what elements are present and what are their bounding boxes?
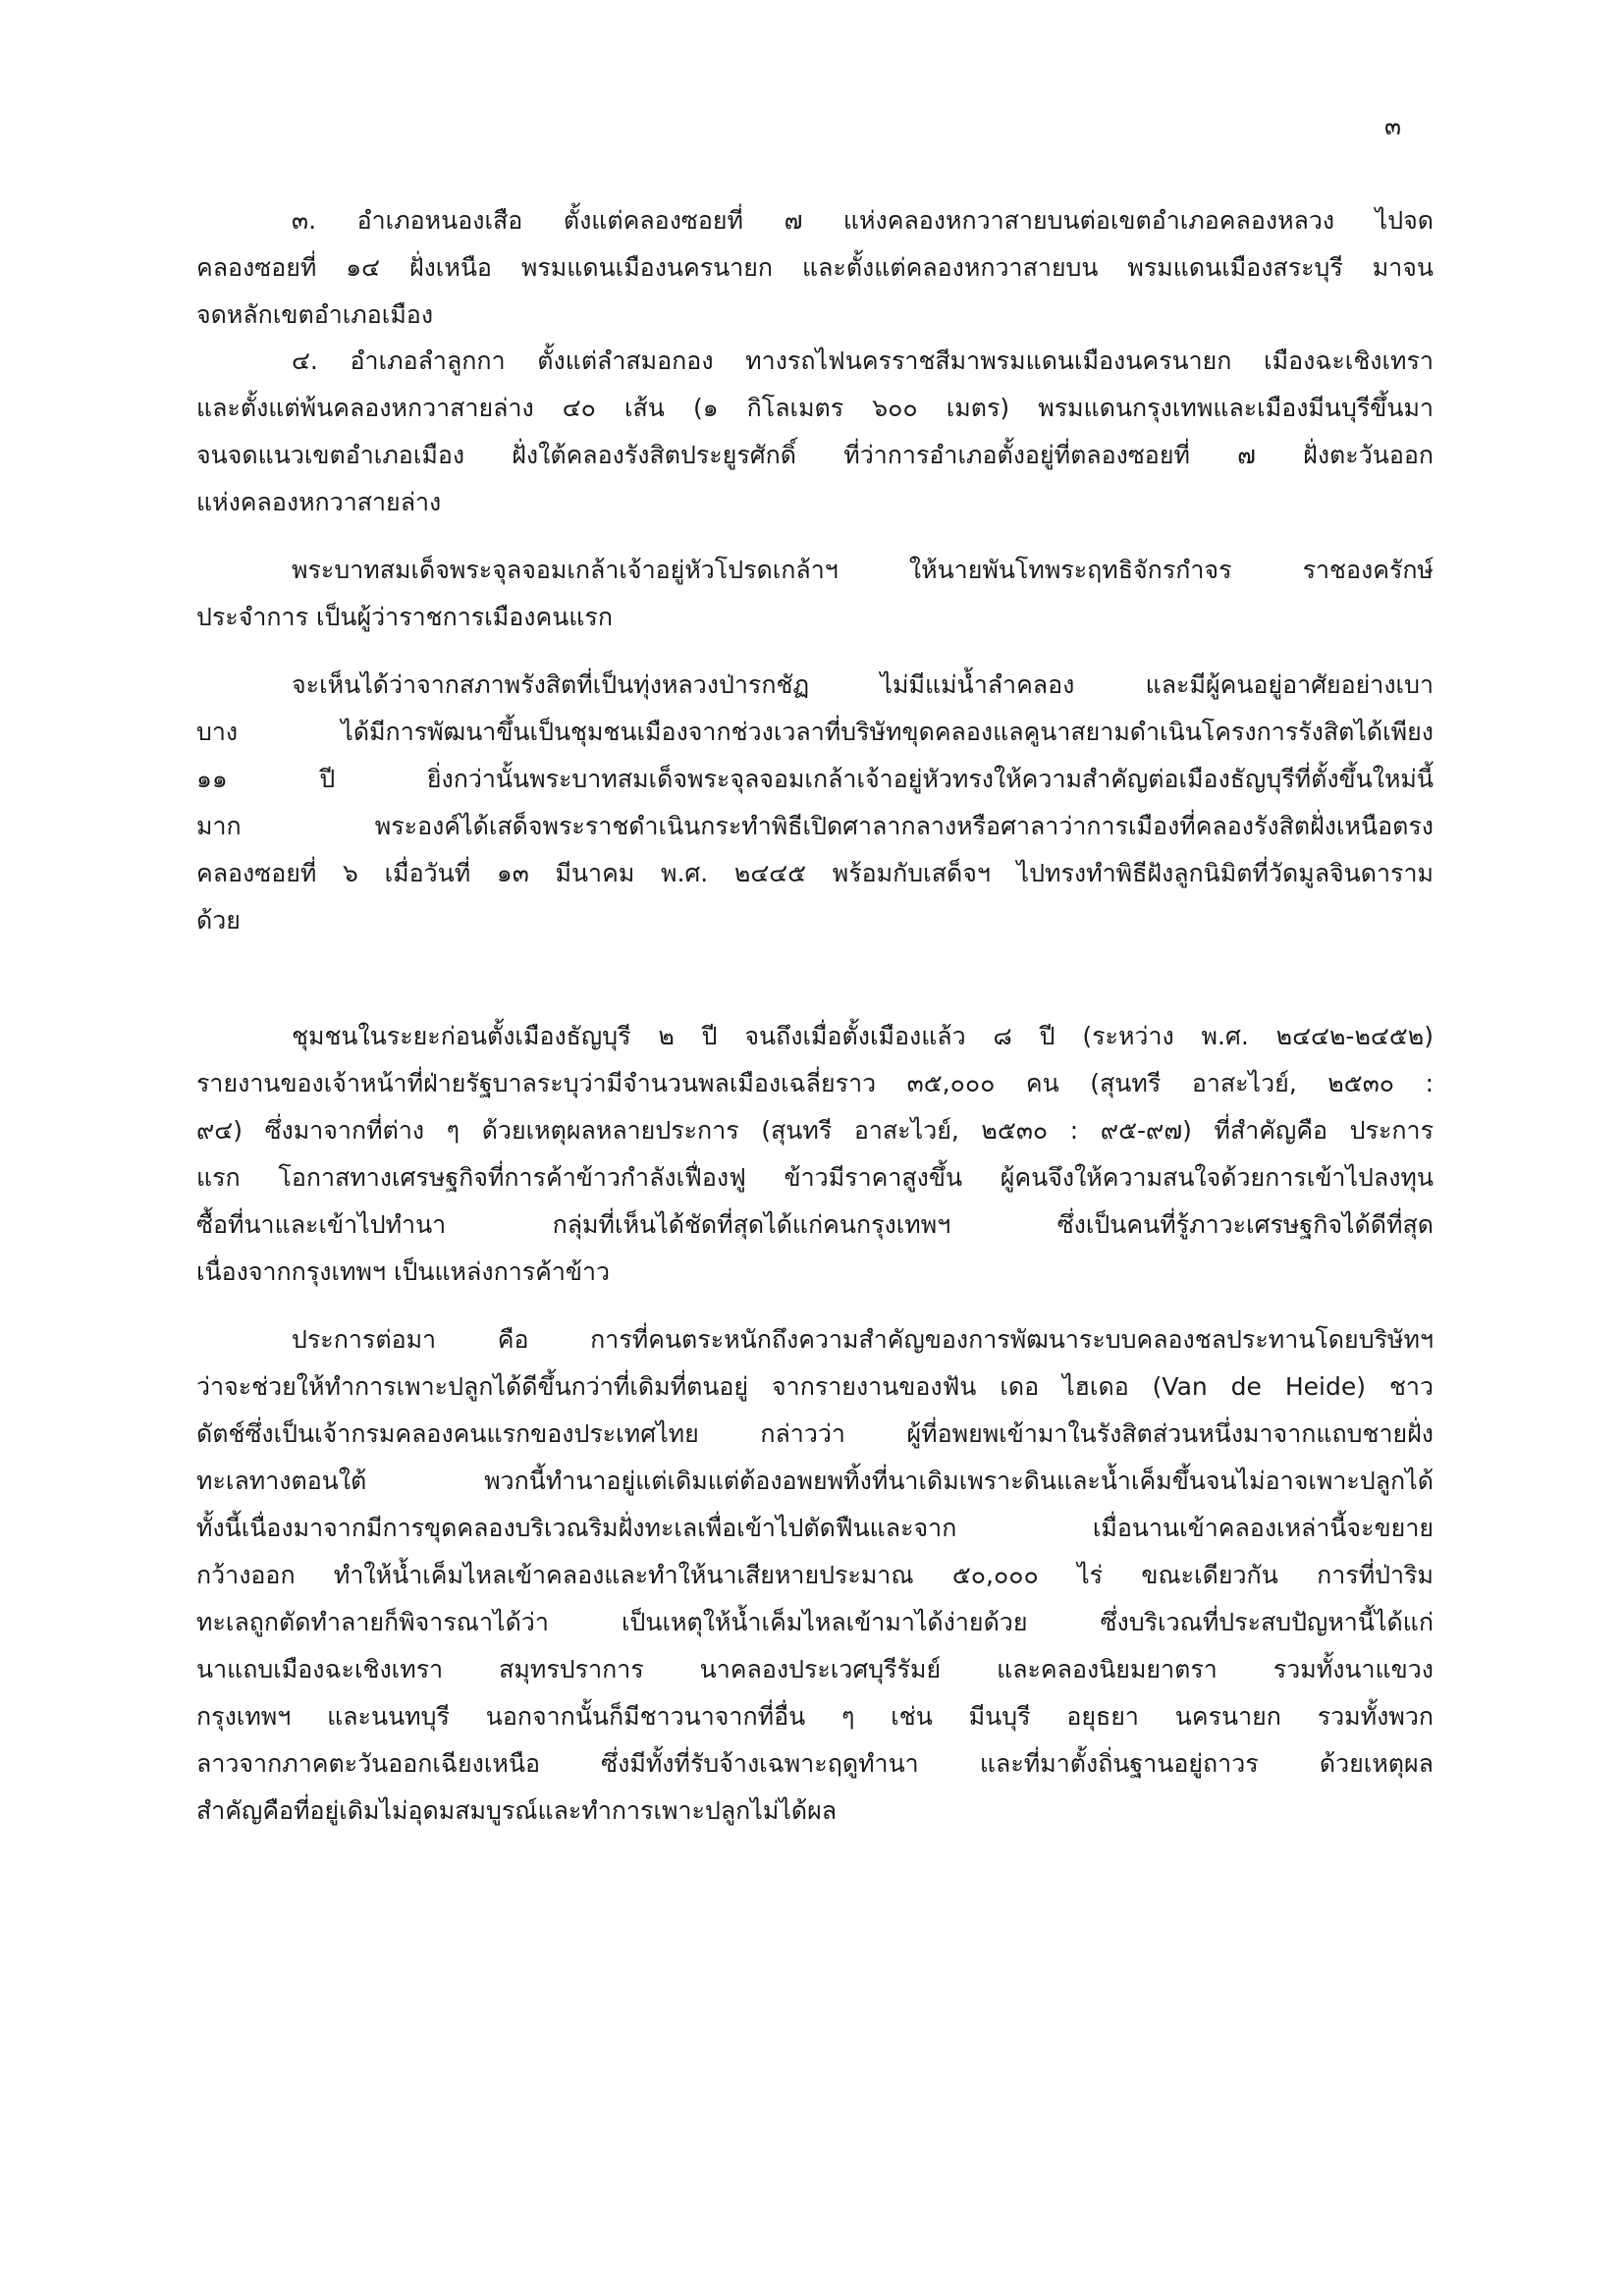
paragraph-6-line-2: ว่าจะช่วยให้ทำการเพาะปลูกได้ดีขึ้นกว่าที่เดิมที่ตนอยู่ จากรายงานของฟัน เดอ ไฮเดอ (Van de Heide) ชาว bbox=[196, 1372, 1434, 1401]
paragraph-3-line-2: ประจำการ เป็นผู้ว่าราชการเมืองคนแรก bbox=[196, 603, 613, 631]
paragraph-4-line-6: ด้วย bbox=[196, 906, 241, 934]
paragraph-6-line-7: ทะเลถูกตัดทำลายก็พิจารณาได้ว่า เป็นเหตุให้น้ำเค็มไหลเข้ามาได้ง่ายด้วย ซึ่งบริเวณที่ประสบปัญหานี้ได้แก่ bbox=[196, 1608, 1434, 1636]
paragraph-6-line-6: กว้างออก ทำให้น้ำเค็มไหลเข้าคลองและทำให้นาเสียหายประมาณ ๕๐,๐๐๐ ไร่ ขณะเดียวกัน การที่ป่าริม bbox=[196, 1561, 1434, 1589]
paragraph-5-line-3: ๙๔) ซึ่งมาจากที่ต่าง ๆ ด้วยเหตุผลหลายประการ (สุนทรี อาสะไวย์, ๒๕๓๐ : ๙๕-๙๗) ที่สำคัญคือ ประการ bbox=[196, 1116, 1434, 1145]
paragraph-6-line-3: ดัตช์ซึ่งเป็นเจ้ากรมคลองคนแรกของประเทศไทย กล่าวว่า ผู้ที่อพยพเข้ามาในรังสิตส่วนหนึ่งมาจากแถบชายฝั่ง bbox=[196, 1419, 1434, 1448]
paragraph-1-line-3: จดหลักเขตอำเภอเมือง bbox=[196, 300, 434, 329]
paragraph-5-line-2: รายงานของเจ้าหน้าที่ฝ่ายรัฐบาลระบุว่ามีจำนวนพลเมืองเฉลี่ยราว ๓๕,๐๐๐ คน (สุนทรี อาสะไวย์, ๒๕๓๐ : bbox=[196, 1069, 1434, 1097]
paragraph-1-line-2: คลองซอยที่ ๑๔ ฝั่งเหนือ พรมแดนเมืองนครนายก และตั้งแต่คลองหกวาสายบน พรมแดนเมืองสระบุรี มาจน bbox=[196, 253, 1434, 282]
paragraph-4-line-2: บาง ได้มีการพัฒนาขึ้นเป็นชุมชนเมืองจากช่วงเวลาที่บริษัทขุดคลองแลคูนาสยามดำเนินโครงการรังสิตได้เพียง bbox=[196, 718, 1434, 746]
paragraph-5-line-6: เนื่องจากกรุงเทพฯ เป็นแหล่งการค้าข้าว bbox=[196, 1257, 611, 1286]
paragraph-2-line-3: จนจดแนวเขตอำเภอเมือง ฝั่งใต้คลองรังสิตประยูรศักดิ์ ที่ว่าการอำเภอตั้งอยู่ที่ตลองซอยที่ ๗ ฝั่งตะวันออก bbox=[196, 441, 1434, 469]
paragraph-4-line-4: มาก พระองค์ได้เสด็จพระราชดำเนินกระทำพิธีเปิดศาลากลางหรือศาลาว่าการเมืองที่คลองรังสิตฝั่งเหนือตรง bbox=[196, 812, 1434, 840]
paragraph-2-line-2: และตั้งแต่พ้นคลองหกวาสายล่าง ๔๐ เส้น (๑ กิโลเมตร ๖๐๐ เมตร) พรมแดนกรุงเทพและเมืองมีนบุรีขึ้นมา bbox=[196, 394, 1434, 422]
paragraph-6-line-4: ทะเลทางตอนใต้ พวกนี้ทำนาอยู่แต่เดิมแต่ต้องอพยพทิ้งที่นาเดิมเพราะดินและน้ำเค็มขึ้นจนไม่อาจเพาะปลูกได้ bbox=[196, 1467, 1434, 1495]
paragraph-5-line-4: แรก โอกาสทางเศรษฐกิจที่การค้าข้าวกำลังเฟื่องฟู ข้าวมีราคาสูงขึ้น ผู้คนจึงให้ความสนใจด้วยการเข้าไปลงทุน bbox=[196, 1163, 1434, 1192]
page-number: ๓ bbox=[1384, 112, 1402, 140]
paragraph-4-line-1: จะเห็นได้ว่าจากสภาพรังสิตที่เป็นทุ่งหลวงป่ารกชัฏ ไม่มีแม่น้ำลำคลอง และมีผู้คนอยู่อาศัยอย่างเบา bbox=[292, 670, 1434, 699]
paragraph-6-line-5: ทั้งนี้เนื่องมาจากมีการขุดคลองบริเวณริมฝั่งทะเลเพื่อเข้าไปตัดฟืนและจาก เมื่อนานเข้าคลองเหล่านี้จะขยาย bbox=[196, 1514, 1434, 1542]
paragraph-4-line-3: ๑๑ ปี ยิ่งกว่านั้นพระบาทสมเด็จพระจุลจอมเกล้าเจ้าอยู่หัวทรงให้ความสำคัญต่อเมืองธัญบุรีที่ตั้งขึ้นใหม่นี้ bbox=[196, 765, 1434, 793]
paragraph-2-line-1: ๔. อำเภอลำลูกกา ตั้งแต่ลำสมอกอง ทางรถไฟนครราชสีมาพรมแดนเมืองนครนายก เมืองฉะเชิงเทรา bbox=[292, 347, 1434, 375]
paragraph-3-line-1: พระบาทสมเด็จพระจุลจอมเกล้าเจ้าอยู่หัวโปรดเกล้าฯ ให้นายพันโทพระฤทธิจักรกำจร ราชองครักษ์ bbox=[292, 556, 1434, 584]
paragraph-5-line-5: ซื้อที่นาและเข้าไปทำนา กลุ่มที่เห็นได้ชัดที่สุดได้แก่คนกรุงเทพฯ ซึ่งเป็นคนที่รู้ภาวะเศรษฐกิจได้ดีที่สุด bbox=[196, 1210, 1434, 1239]
paragraph-1-line-1: ๓. อำเภอหนองเสือ ตั้งแต่คลองซอยที่ ๗ แห่งคลองหกวาสายบนต่อเขตอำเภอคลองหลวง ไปจด bbox=[292, 206, 1434, 235]
paragraph-4-line-5: คลองซอยที่ ๖ เมื่อวันที่ ๑๓ มีนาคม พ.ศ. ๒๔๔๕ พร้อมกับเสด็จฯ ไปทรงทำพิธีฝังลูกนิมิตที่วัดมูลจินดาราม bbox=[196, 859, 1434, 887]
paragraph-6-line-11: สำคัญคือที่อยู่เดิมไม่อุดมสมบูรณ์และทำการเพาะปลูกไม่ได้ผล bbox=[196, 1796, 838, 1825]
paragraph-2-line-4: แห่งคลองหกวาสายล่าง bbox=[196, 488, 442, 516]
paragraph-5-line-1: ชุมชนในระยะก่อนตั้งเมืองธัญบุรี ๒ ปี จนถึงเมื่อตั้งเมืองแล้ว ๘ ปี (ระหว่าง พ.ศ. ๒๔๔๒-๒๔๕๒) bbox=[292, 1022, 1434, 1050]
paragraph-6-line-9: กรุงเทพฯ และนนทบุรี นอกจากนั้นก็มีชาวนาจากที่อื่น ๆ เช่น มีนบุรี อยุธยา นครนายก รวมทั้งพวก bbox=[196, 1702, 1434, 1731]
paragraph-6-line-8: นาแถบเมืองฉะเชิงเทรา สมุทรปราการ นาคลองประเวศบุรีรัมย์ และคลองนิยมยาตรา รวมทั้งนาแขวง bbox=[196, 1655, 1434, 1683]
paragraph-6-line-10: ลาวจากภาคตะวันออกเฉียงเหนือ ซึ่งมีทั้งที่รับจ้างเฉพาะฤดูทำนา และที่มาตั้งถิ่นฐานอยู่ถาวร ด้วยเหตุผล bbox=[196, 1749, 1434, 1778]
paragraph-6-line-1: ประการต่อมา คือ การที่คนตระหนักถึงความสำคัญของการพัฒนาระบบคลองชลประทานโดยบริษัทฯ bbox=[292, 1325, 1434, 1354]
